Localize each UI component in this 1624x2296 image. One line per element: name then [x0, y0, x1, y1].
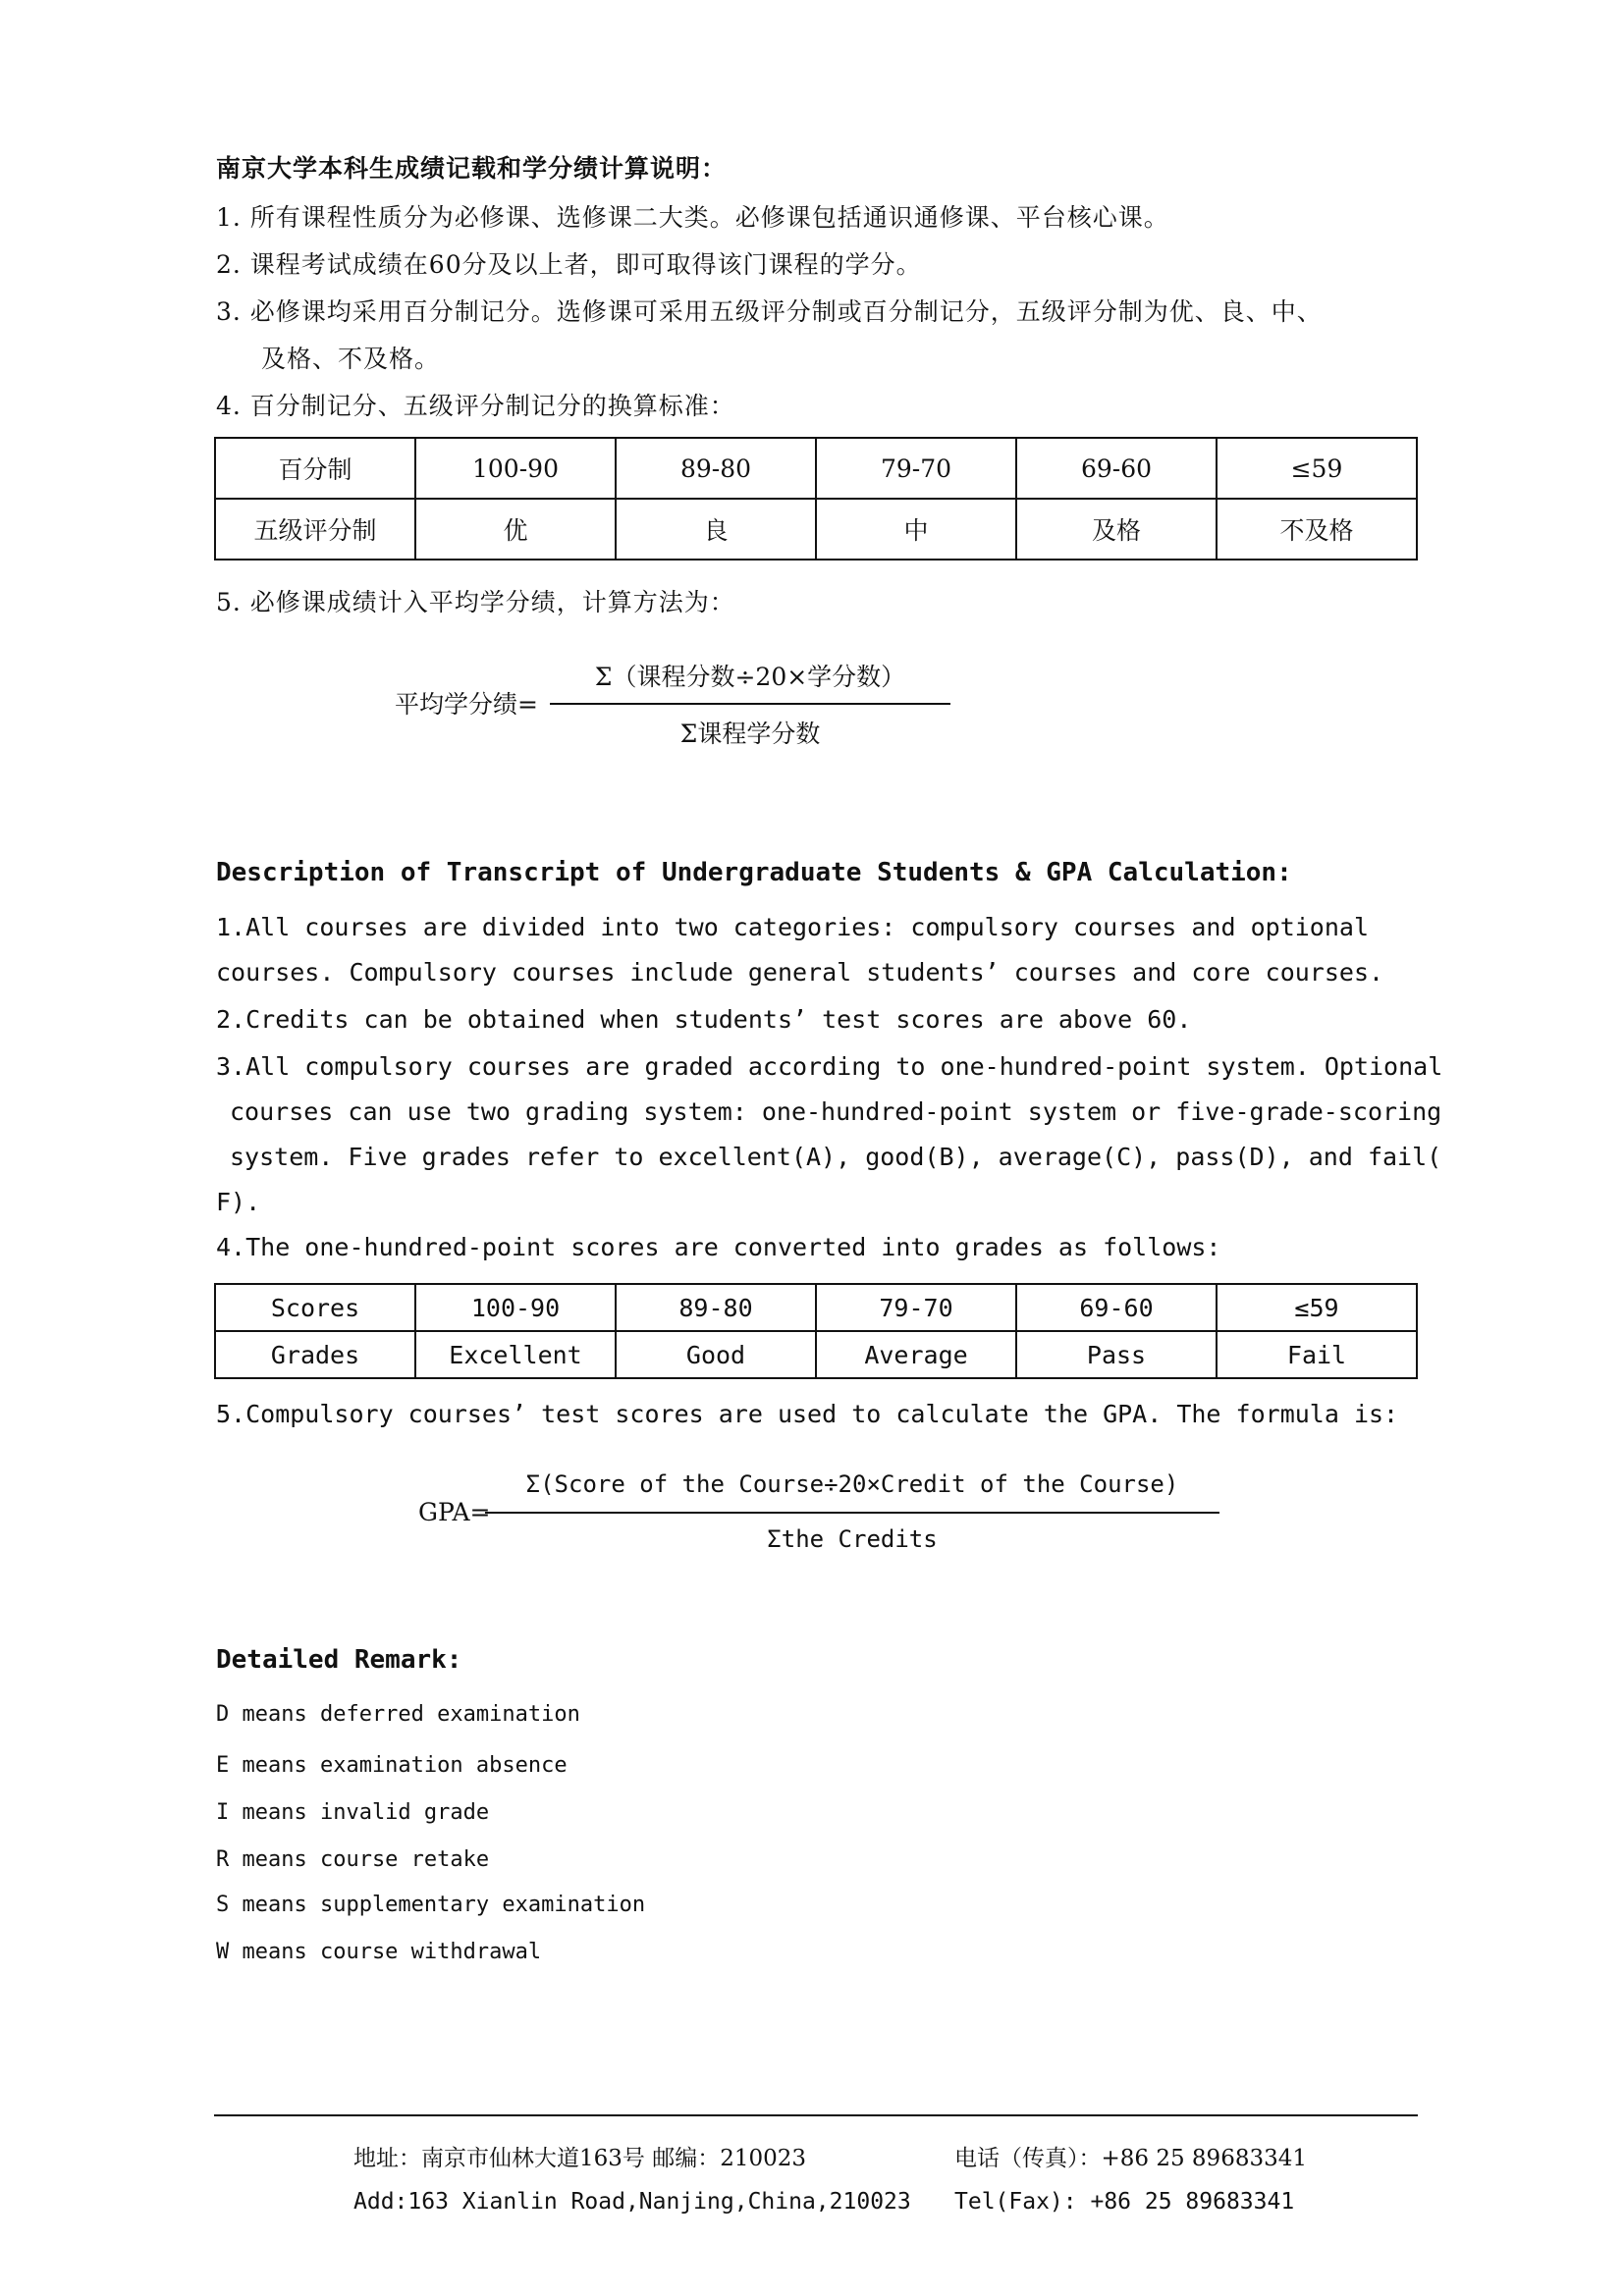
formula-denominator: Σthe Credits — [767, 1525, 938, 1553]
table-cell: 百分制 — [215, 438, 415, 499]
fraction-bar — [550, 703, 950, 705]
footer-phone-zh: 电话（传真）：+86 25 89683341 — [954, 2146, 1307, 2171]
en-line-2: courses. Compulsory courses include general students’ courses and core courses. — [216, 958, 1384, 987]
remark-item: R means course retake — [216, 1847, 490, 1872]
formula-lhs: 平均学分绩= — [395, 690, 538, 719]
remark-item: W means course withdrawal — [216, 1940, 542, 1964]
table-cell: Good — [616, 1331, 816, 1378]
footer-phone-en: Tel(Fax): +86 25 89683341 — [954, 2189, 1295, 2215]
table-cell: Pass — [1016, 1331, 1217, 1378]
table-cell: 不及格 — [1217, 499, 1417, 560]
zh-item-5: 5. 必修课成绩计入平均学分绩，计算方法为： — [216, 588, 735, 616]
zh-item-3-cont: 及格、不及格。 — [261, 345, 441, 373]
en-grade-conversion-table — [214, 1283, 1418, 1379]
en-section-title: Description of Transcript of Undergraduate Students & GPA Calculation: — [216, 858, 1292, 887]
table-cell: 69-60 — [1016, 1284, 1217, 1331]
en-line-6: system. Five grades refer to excellent(A), good(B), average(C), pass(D), and fail( — [230, 1143, 1442, 1171]
en-line-9: 5.Compulsory courses’ test scores are used to calculate the GPA. The formula is: — [216, 1400, 1399, 1428]
en-line-8: 4.The one-hundred-point scores are converted into grades as follows: — [216, 1233, 1221, 1261]
zh-item-4: 4. 百分制记分、五级评分制记分的换算标准： — [216, 392, 735, 420]
formula-lhs: GPA= — [418, 1498, 491, 1526]
table-cell: 优 — [415, 499, 616, 560]
en-line-1: 1.All courses are divided into two categories: compulsory courses and optional — [216, 913, 1369, 941]
table-cell: 89-80 — [616, 438, 816, 499]
table-cell: Average — [816, 1331, 1016, 1378]
formula-numerator: Σ（课程分数÷20×学分数） — [594, 663, 906, 691]
en-line-4: 3.All compulsory courses are graded according to one-hundred-point system. Optional — [216, 1052, 1443, 1081]
formula-numerator: Σ(Score of the Course÷20×Credit of the Course) — [525, 1470, 1179, 1498]
table-cell: 及格 — [1016, 499, 1217, 560]
remark-item: D means deferred examination — [216, 1702, 580, 1727]
zh-item-3: 3. 必修课均采用百分制记分。选修课可采用五级评分制或百分制记分，五级评分制为优、良、中、 — [216, 297, 1323, 326]
table-cell: ≤59 — [1217, 1284, 1417, 1331]
table-cell: 89-80 — [616, 1284, 816, 1331]
en-line-3: 2.Credits can be obtained when students’ test scores are above 60. — [216, 1005, 1192, 1034]
table-cell: 五级评分制 — [215, 499, 415, 560]
table-cell: 79-70 — [816, 1284, 1016, 1331]
table-cell: 中 — [816, 499, 1016, 560]
table-cell: 79-70 — [816, 438, 1016, 499]
table-row — [215, 1284, 1417, 1331]
zh-item-1: 1. 所有课程性质分为必修课、选修课二大类。必修课包括通识通修课、平台核心课。 — [216, 203, 1169, 232]
formula-denominator: Σ课程学分数 — [679, 720, 821, 748]
remark-item: S means supplementary examination — [216, 1893, 646, 1917]
table-cell: Fail — [1217, 1331, 1417, 1378]
fraction-bar — [485, 1512, 1219, 1514]
remark-item: I means invalid grade — [216, 1800, 490, 1825]
table-cell: 100-90 — [415, 438, 616, 499]
footer-divider — [214, 2114, 1418, 2116]
table-cell: 69-60 — [1016, 438, 1217, 499]
table-cell: 100-90 — [415, 1284, 616, 1331]
remarks-title: Detailed Remark: — [216, 1645, 462, 1675]
footer-address-zh: 地址：南京市仙林大道163号 邮编：210023 — [353, 2146, 807, 2171]
table-cell: 良 — [616, 499, 816, 560]
zh-section-title: 南京大学本科生成绩记载和学分绩计算说明： — [216, 154, 728, 183]
table-cell: Scores — [215, 1284, 415, 1331]
table-row — [215, 438, 1417, 499]
en-line-5: courses can use two grading system: one-hundred-point system or five-grade-scoring — [230, 1097, 1442, 1126]
zh-grade-conversion-table — [214, 437, 1418, 561]
table-cell: Grades — [215, 1331, 415, 1378]
table-row — [215, 1331, 1417, 1378]
footer-address-en: Add:163 Xianlin Road,Nanjing,China,210023 — [353, 2189, 911, 2215]
en-line-7: F). — [216, 1188, 261, 1216]
table-cell: ≤59 — [1217, 438, 1417, 499]
table-row — [215, 499, 1417, 560]
zh-item-2: 2. 课程考试成绩在60分及以上者，即可取得该门课程的学分。 — [216, 250, 922, 279]
table-cell: Excellent — [415, 1331, 616, 1378]
remark-item: E means examination absence — [216, 1753, 568, 1778]
